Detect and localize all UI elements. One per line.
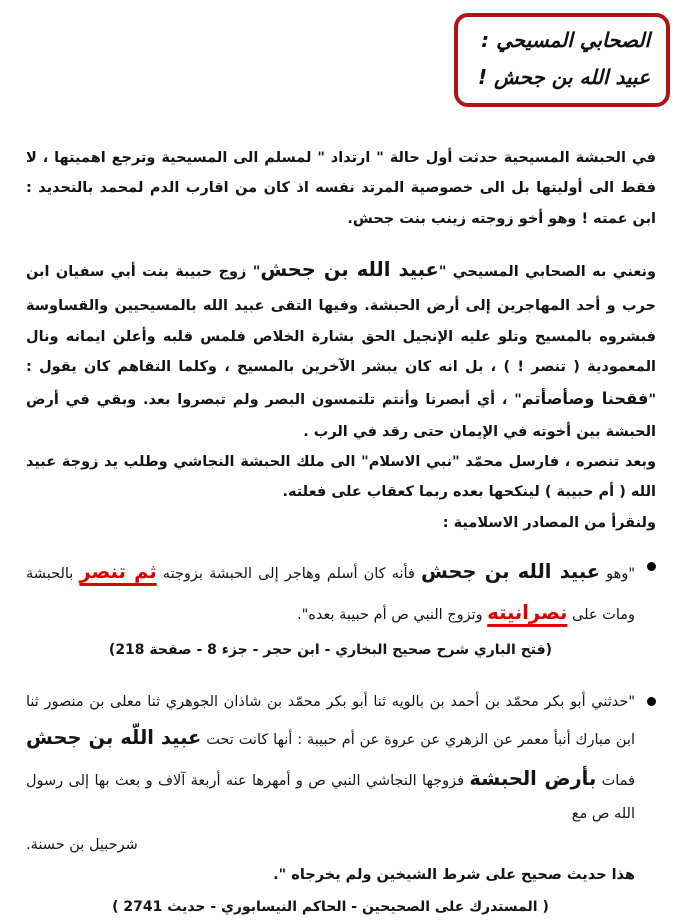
aftermath-paragraph: وبعد تنصره ، فارسل محمّد "نبي الاسلام" الى ملك الحبشة النجاشي وطلب يد زوجة عبيد الله ( أم حبيبة ) لينكحها بعده ربما كعقاب على فعلته. xyxy=(26,453,656,501)
bullet-icon xyxy=(647,562,656,571)
text-segment: "حدثني أبو بكر محمّد بن أحمد بن بالويه ثنا أبو بكر محمّد بن شاذان الجوهري ثنا معلى بن منصور ثنا ابن مبارك أنبأ معمر عن الزهري عن عروة عن أم حبيبة : أنها كانت تحت xyxy=(26,694,635,748)
quote-text-2 xyxy=(26,687,635,830)
text-segment: " ، أي أبصرنا وأنتم تلتمسون البصر ولم تبصروا بعد. وبقي في أرض الحبشة بين أخوته في الإيمان حتى رقد في الرب . xyxy=(26,392,656,440)
red-highlight-text: نصرانيته xyxy=(487,601,568,625)
hadith-grading-line: هذا حديث صحيح على شرط الشيخين ولم يخرجاه ". xyxy=(273,867,635,884)
sources-lead: ولنقرأ من المصادر الاسلامية : xyxy=(442,514,656,531)
quote-tail-line: شرحبيل بن حسنة. xyxy=(26,836,138,853)
text-segment: فمات xyxy=(596,772,635,789)
text-segment: فأنه كان أسلم وهاجر إلى الحبشة بزوجته xyxy=(156,566,422,583)
subject-paragraph xyxy=(26,250,656,447)
quote-text-1 xyxy=(26,552,635,634)
citation-text-2: ( المستدرك على الصحيحين - الحاكم النيسابوري - حديث 2741 ) xyxy=(112,898,549,915)
text-segment: ونعني به الصحابي المسيحي " xyxy=(438,264,656,281)
title-box xyxy=(454,13,670,107)
emphasized-name-text: عبيد الله بن جحش xyxy=(421,560,601,584)
source-quote-body-2 xyxy=(26,687,635,922)
source-quote-item-1 xyxy=(26,552,656,665)
source-quote-item-2 xyxy=(26,687,656,922)
document-body xyxy=(10,143,670,922)
text-segment: فزوجها النجاشي النبي ص و أمهرها عنه أربعة آلاف و بعث بها إلى رسول الله ص مع xyxy=(26,772,635,823)
text-segment: "وهو xyxy=(600,566,635,583)
title-line-1: الصحابي المسيحي : xyxy=(481,28,650,52)
emphasized-name-text: بأرض الحبشة xyxy=(469,766,597,790)
red-highlight-text: ثم تنصر xyxy=(79,560,157,584)
title-line-2: عبيد الله بن جحش ! xyxy=(477,65,650,89)
citation-text-1: (فتح الباري شرح صحيح البخاري - ابن حجر - جزء 8 - صفحة 218) xyxy=(108,641,553,658)
intro-paragraph: في الحبشة المسيحية حدثت أول حالة " ارتداد " لمسلم الى المسيحية وترجع اهميتها ، لا فقط الى أوليتها بل الى خصوصية المرتد نفسه اذ كان من اقارب الدم لمحمد بالتحديد : ابن عمته ! وهو أخو زوجته زينب بنت جحش. xyxy=(26,150,656,227)
source-quote-body-1 xyxy=(26,552,635,665)
text-segment: وتزوج النبي ص أم حبيبة بعده". xyxy=(297,607,488,624)
text-segment: " زوج حبيبة بنت أبي سفيان ابن حرب و أحد المهاجرين إلى أرض الحبشة. وفيها التقى عبيد الله بالمسيحيين والقساوسة فبشروه بالمسيح وتلو عليه الإنجيل الحق بشارة الخلاص فلمس قلبه وأعلن ايمانه ونال المعمودية ( تنصر ! ) ، بل انه كان يبشر الآخرين بالمسيح ، وكلما التقاهم كان يقول : " xyxy=(26,264,656,409)
emphasized-name-text: عبيد اللّه بن جحش xyxy=(26,725,202,749)
emphasized-name-text: عبيد الله بن جحش xyxy=(260,258,439,282)
text-segment: بالحبشة ومات على xyxy=(26,566,635,624)
bold-phrase-text: فقحنا وصأصأتم xyxy=(521,389,649,409)
bullet-icon xyxy=(647,697,656,706)
